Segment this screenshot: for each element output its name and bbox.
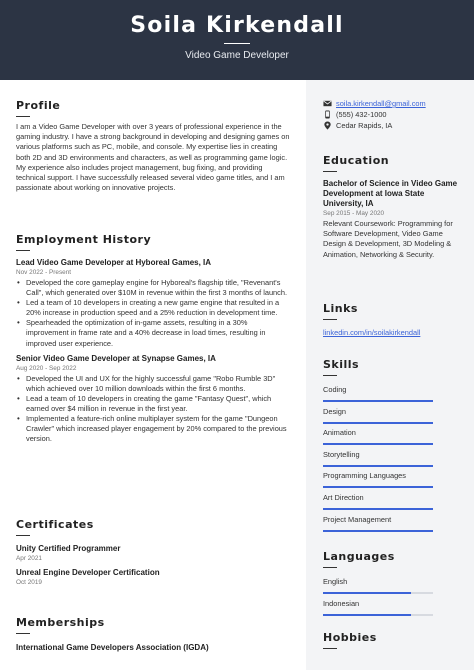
languages-section <box>323 550 463 620</box>
certificate-name: Unity Certified Programmer <box>16 544 121 553</box>
employment-heading: Employment History <box>16 233 152 246</box>
skill-item <box>323 385 463 407</box>
language-item <box>323 577 463 599</box>
job-bullet: • Led a team of 10 developers in creating a new game engine that resulted in a 20% increase in production speed and a 25% reduction in development time. <box>16 298 292 318</box>
hobbies-section <box>323 631 463 649</box>
email-icon <box>323 99 332 108</box>
header-divider <box>224 43 250 44</box>
location-pin-icon <box>323 121 332 130</box>
memberships-section <box>16 616 292 653</box>
section-divider <box>16 116 30 117</box>
section-divider <box>16 535 30 536</box>
section-divider <box>16 250 30 251</box>
phone-number: (555) 432-1000 <box>336 110 387 119</box>
skill-bar-fill <box>323 508 433 510</box>
email-link[interactable]: soila.kirkendall@gmail.com <box>336 99 426 108</box>
language-bar <box>323 614 433 616</box>
job-date: Aug 2020 - Sep 2022 <box>16 364 77 372</box>
job-bullets <box>16 278 292 349</box>
skill-bar-fill <box>323 530 433 532</box>
certificate-name: Unreal Engine Developer Certification <box>16 568 160 577</box>
hobbies-heading: Hobbies <box>323 631 377 644</box>
section-divider <box>16 633 30 634</box>
job-bullet: • Developed the core gameplay engine for Hyboreal's flagship title, "Revenant's Call", which generated over $10M in revenue within the first 3 months of launch. <box>16 278 292 298</box>
certificate-date: Oct 2019 <box>16 579 42 586</box>
skill-name: Design <box>323 406 347 416</box>
location-text: Cedar Rapids, IA <box>336 121 393 130</box>
skill-bar <box>323 422 433 424</box>
contact-phone <box>323 109 463 120</box>
skill-item <box>323 428 463 450</box>
job-date: Nov 2022 - Present <box>16 269 72 276</box>
skills-section <box>323 358 463 536</box>
skill-bar-fill <box>323 400 433 402</box>
skill-item <box>323 515 463 537</box>
profile-heading: Profile <box>16 99 61 112</box>
skill-bar <box>323 443 433 445</box>
skill-item <box>323 450 463 472</box>
membership-name: International Game Developers Association (IGDA) <box>16 643 209 652</box>
skill-bar <box>323 530 433 532</box>
job-bullet: • Developed the UI and UX for the highly successful game "Robo Rumble 3D" which achieved over 10 million downloads within the first 6 months. <box>16 374 292 394</box>
skills-heading: Skills <box>323 358 360 371</box>
candidate-role: Video Game Developer <box>185 50 289 61</box>
profile-text: I am a Video Game Developer with over 3 years of professional experience in the gaming industry. I have a strong background in developing and designing games on various platforms such as PC, mobile, and console. My expertise lies in creating both 2D and 3D environments and characters, as well as programming game logic. My experience also includes project management, bug fixing, and providing technical support. I have successfully released several video game titles, and I am passionate about working on innovative projects. <box>16 122 290 193</box>
links-section <box>323 302 463 338</box>
skill-item <box>323 493 463 515</box>
skill-bar <box>323 508 433 510</box>
skill-name: Coding <box>323 385 347 394</box>
section-divider <box>323 648 337 649</box>
skill-bar <box>323 465 433 467</box>
resume-header <box>0 0 474 80</box>
skill-name: Art Direction <box>323 492 364 502</box>
job-bullet: • Lead a team of 10 developers in creating the game "Fantasy Quest", which earned over $4 million in revenue in the first year. <box>16 394 292 414</box>
job-entry <box>16 354 292 445</box>
job-title: Lead Video Game Developer at Hyboreal Games, IA <box>16 258 212 267</box>
certificate-item <box>16 544 292 562</box>
skill-bar-fill <box>323 422 433 424</box>
linkedin-link[interactable]: linkedin.com/in/soilakirkendall <box>323 328 421 337</box>
job-title: Senior Video Game Developer at Synapse Games, IA <box>16 353 216 363</box>
job-bullet: • Implemented a feature-rich online multiplayer system for the game "Dungeon Crawler" which increased player engagement by 20% compared to the previous version. <box>16 414 292 444</box>
certificates-heading: Certificates <box>16 518 94 531</box>
certificate-date: Apr 2021 <box>16 555 42 562</box>
certificates-section <box>16 518 292 586</box>
membership-item <box>16 643 292 653</box>
job-bullets <box>16 374 292 445</box>
skill-bar <box>323 400 433 402</box>
sidebar-column <box>306 80 474 670</box>
job-entry <box>16 258 292 349</box>
section-divider <box>323 319 337 320</box>
section-divider <box>323 567 337 568</box>
certificate-item <box>16 568 292 586</box>
skill-name: Animation <box>323 428 356 438</box>
employment-section <box>16 233 292 444</box>
skill-bar-fill <box>323 443 433 445</box>
skill-name: Project Management <box>323 514 392 524</box>
contact-location <box>323 120 463 131</box>
language-bar-fill <box>323 592 411 594</box>
skill-bar <box>323 486 433 488</box>
contact-block <box>323 98 463 131</box>
languages-list <box>323 577 463 620</box>
education-section <box>323 154 463 260</box>
degree-title: Bachelor of Science in Video Game Development at Iowa State University, IA <box>323 179 458 208</box>
main-column <box>0 80 306 670</box>
skill-item <box>323 471 463 493</box>
skill-name: Storytelling <box>323 449 360 459</box>
coursework-text: Relevant Coursework: Programming for Software Development, Video Game Design & Development, 3D Modeling & Animation, Networking & Security. <box>323 219 453 259</box>
contact-email <box>323 98 463 109</box>
languages-heading: Languages <box>323 550 395 563</box>
job-bullet: • Spearheaded the optimization of in-game assets, resulting in a 30% improvement in frame rate and a 40% decrease in load times, resulting in improved user experience. <box>16 318 292 348</box>
skill-item <box>323 407 463 429</box>
phone-icon <box>323 110 332 119</box>
profile-section <box>16 99 292 193</box>
links-heading: Links <box>323 302 358 315</box>
language-bar-fill <box>323 614 411 616</box>
language-bar <box>323 592 433 594</box>
language-name: English <box>323 577 348 586</box>
skill-name: Programming Languages <box>323 471 406 481</box>
candidate-name: Soila Kirkendall <box>130 13 344 38</box>
skills-list <box>323 385 463 536</box>
education-heading: Education <box>323 154 390 167</box>
language-name: Indonesian <box>323 598 360 608</box>
section-divider <box>323 375 337 376</box>
education-date: Sep 2015 - May 2020 <box>323 210 385 217</box>
language-item <box>323 599 463 621</box>
memberships-heading: Memberships <box>16 616 105 629</box>
skill-bar-fill <box>323 486 433 488</box>
skill-bar-fill <box>323 465 433 467</box>
section-divider <box>323 171 337 172</box>
